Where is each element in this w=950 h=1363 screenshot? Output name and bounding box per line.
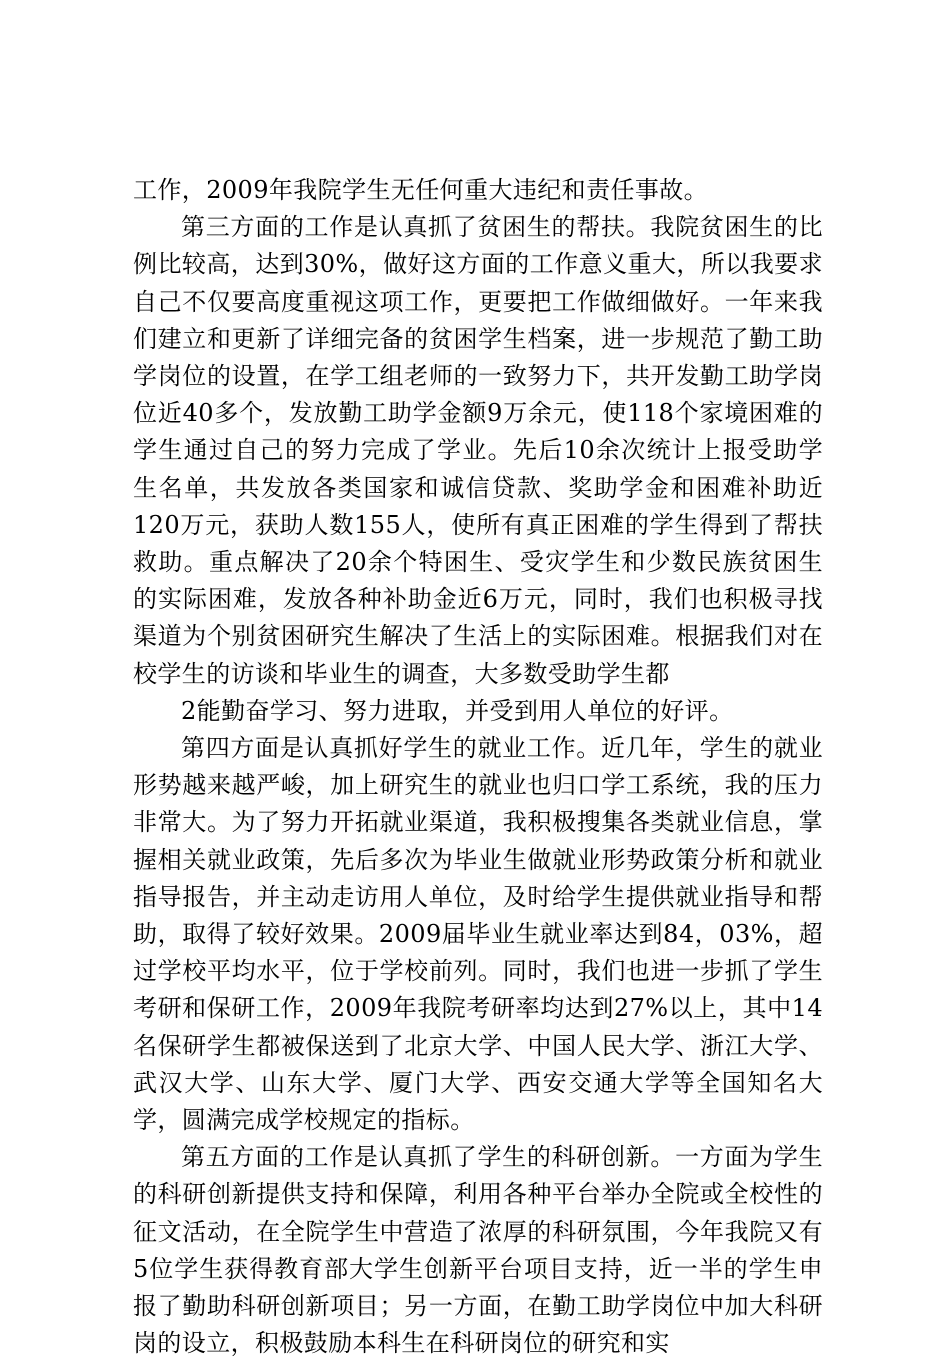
paragraph-research-innovation: 第五方面的工作是认真抓了学生的科研创新。一方面为学生的科研创新提供支持和保障，利用各种平台举办全院或全校性的征文活动，在全院学生中营造了浓厚的科研氛围，今年我院又有5位学生获得教育部大学生创新平台项目支持，近一半的学生申报了勤助科研创新项目；另一方面，在勤工助学岗位中加大科研岗的设立，积极鼓励本科生在科研岗位的研究和实 <box>133 1143 823 1358</box>
paragraph-poverty-support: 第三方面的工作是认真抓了贫困生的帮扶。我院贫困生的比例比较高，达到30%，做好这方面的工作意义重大，所以我要求自己不仅要高度重视这项工作，更要把工作做细做好。一年来我们建立和更新了详细完备的贫困学生档案，进一步规范了勤工助学岗位的设置，在学工组老师的一致努力下，共开发勤工助学岗位近40多个，发放勤工助学金额9万余元，使118个家境困难的学生通过自己的努力完成了学业。先后10余次统计上报受助学生名单，共发放各类国家和诚信贷款、奖助学金和困难补助近120万元，获助人数155人，使所有真正困难的学生得到了帮扶救助。重点解决了20余个特困生、受灾学生和少数民族贫困生的实际困难，发放各种补助金近6万元，同时，我们也积极寻找渠道为个别贫困研究生解决了生活上的实际困难。根据我们对在校学生的访谈和毕业生的调查，大多数受助学生都 <box>133 213 823 688</box>
document-body <box>133 172 823 1363</box>
paragraph-employment: 第四方面是认真抓好学生的就业工作。近几年，学生的就业形势越来越严峻，加上研究生的就业也归口学工系统，我的压力非常大。为了努力开拓就业渠道，我积极搜集各类就业信息，掌握相关就业政策，先后多次为毕业生做就业形势政策分析和就业指导报告，并主动走访用人单位，及时给学生提供就业指导和帮助，取得了较好效果。2009届毕业生就业率达到84，03%，超过学校平均水平，位于学校前列。同时，我们也进一步抓了学生考研和保研工作，2009年我院考研率均达到27%以上，其中14名保研学生都被保送到了北京大学、中国人民大学、浙江大学、武汉大学、山东大学、厦门大学、西安交通大学等全国知名大学，圆满完成学校规定的指标。 <box>133 734 823 1135</box>
paragraph-continuation: 工作，2009年我院学生无任何重大违纪和责任事故。 <box>133 176 709 204</box>
paragraph-page-break-continuation: 2能勤奋学习、努力进取，并受到用人单位的好评。 <box>181 696 734 725</box>
